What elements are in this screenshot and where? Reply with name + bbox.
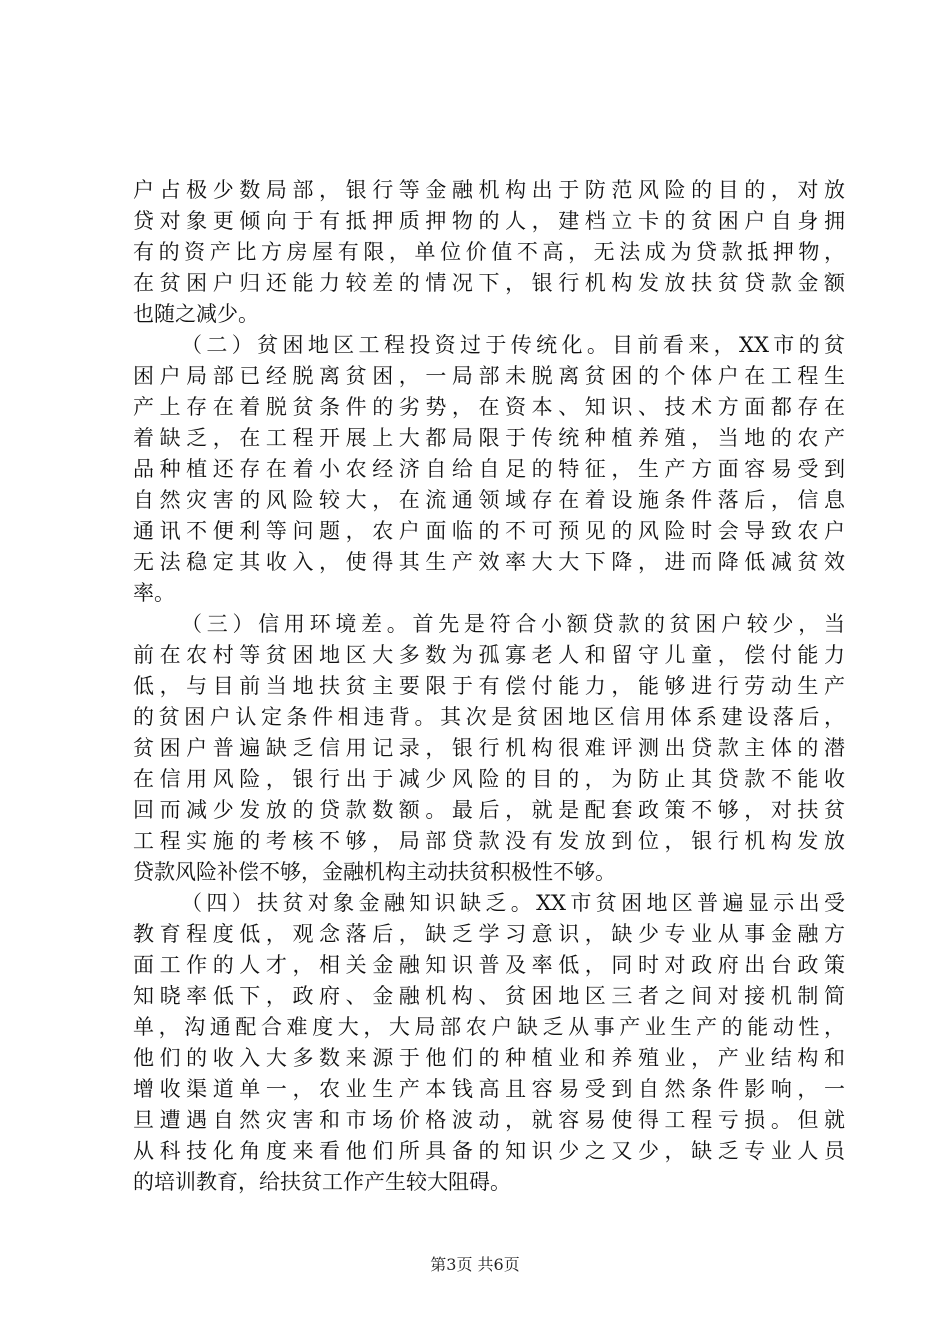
paragraph-line: 产上存在着脱贫条件的劣势，在资本、知识、技术方面都存在 [133, 395, 845, 419]
paragraph-line: 户占极少数局部，银行等金融机构出于防范风险的目的，对放 [133, 178, 845, 202]
paragraph-line: 也随之减少。 [133, 302, 259, 326]
paragraph-line: 贷款风险补偿不够，金融机构主动扶贫积极性不够。 [133, 860, 616, 884]
paragraph-line: 工程实施的考核不够，局部贷款没有发放到位，银行机构发放 [133, 829, 845, 853]
paragraph-line: 贫困户普遍缺乏信用记录，银行机构很难评测出贷款主体的潜 [133, 736, 845, 760]
paragraph-line: 教育程度低，观念落后，缺乏学习意识，缺少专业从事金融方 [133, 922, 845, 946]
paragraph-line: 品种植还存在着小农经济自给自足的特征，生产方面容易受到 [133, 457, 845, 481]
paragraph-line: 困户局部已经脱离贫困，一局部未脱离贫困的个体户在工程生 [133, 364, 845, 388]
paragraph-line: 无法稳定其收入，使得其生产效率大大下降，进而降低减贫效 [133, 550, 845, 574]
paragraph-line: 通讯不便利等问题，农户面临的不可预见的风险时会导致农户 [133, 519, 845, 543]
paragraph-line: 旦遭遇自然灾害和市场价格波动，就容易使得工程亏损。但就 [133, 1108, 845, 1132]
paragraph-line: 着缺乏，在工程开展上大都局限于传统种植养殖，当地的农产 [133, 426, 845, 450]
paragraph-line: 有的资产比方房屋有限，单位价值不高，无法成为贷款抵押物， [133, 240, 845, 264]
paragraph-line: 前在农村等贫困地区大多数为孤寡老人和留守儿童，偿付能力 [133, 643, 845, 667]
document-body [133, 175, 845, 1198]
paragraph-line: 低，与目前当地扶贫主要限于有偿付能力，能够进行劳动生产 [133, 674, 845, 698]
paragraph-line: 的培训教育，给扶贫工作产生较大阻碍。 [133, 1170, 511, 1194]
paragraph-line: （四）扶贫对象金融知识缺乏。XX市贫困地区普遍显示出受 [181, 891, 845, 915]
page-number-footer: 第3页 共6页 [430, 1255, 520, 1274]
paragraph-line: （二）贫困地区工程投资过于传统化。目前看来，XX市的贫 [181, 333, 845, 357]
paragraph-line: 增收渠道单一，农业生产本钱高且容易受到自然条件影响，一 [133, 1077, 845, 1101]
paragraph-line: 率。 [133, 581, 175, 605]
paragraph-line: 回而减少发放的贷款数额。最后，就是配套政策不够，对扶贫 [133, 798, 845, 822]
paragraph-line: 知晓率低下，政府、金融机构、贫困地区三者之间对接机制简 [133, 984, 845, 1008]
paragraph-line: 从科技化角度来看他们所具备的知识少之又少，缺乏专业人员 [133, 1139, 845, 1163]
paragraph-line: （三）信用环境差。首先是符合小额贷款的贫困户较少，当 [181, 612, 845, 636]
paragraph-line: 贷对象更倾向于有抵押质押物的人，建档立卡的贫困户自身拥 [133, 209, 845, 233]
paragraph-line: 面工作的人才，相关金融知识普及率低，同时对政府出台政策 [133, 953, 845, 977]
paragraph-line: 他们的收入大多数来源于他们的种植业和养殖业，产业结构和 [133, 1046, 845, 1070]
paragraph-line: 在信用风险，银行出于减少风险的目的，为防止其贷款不能收 [133, 767, 845, 791]
paragraph-line: 的贫困户认定条件相违背。其次是贫困地区信用体系建设落后， [133, 705, 845, 729]
paragraph-line: 自然灾害的风险较大，在流通领域存在着设施条件落后，信息 [133, 488, 845, 512]
paragraph-line: 单，沟通配合难度大，大局部农户缺乏从事产业生产的能动性， [133, 1015, 845, 1039]
paragraph-line: 在贫困户归还能力较差的情况下，银行机构发放扶贫贷款金额 [133, 271, 845, 295]
